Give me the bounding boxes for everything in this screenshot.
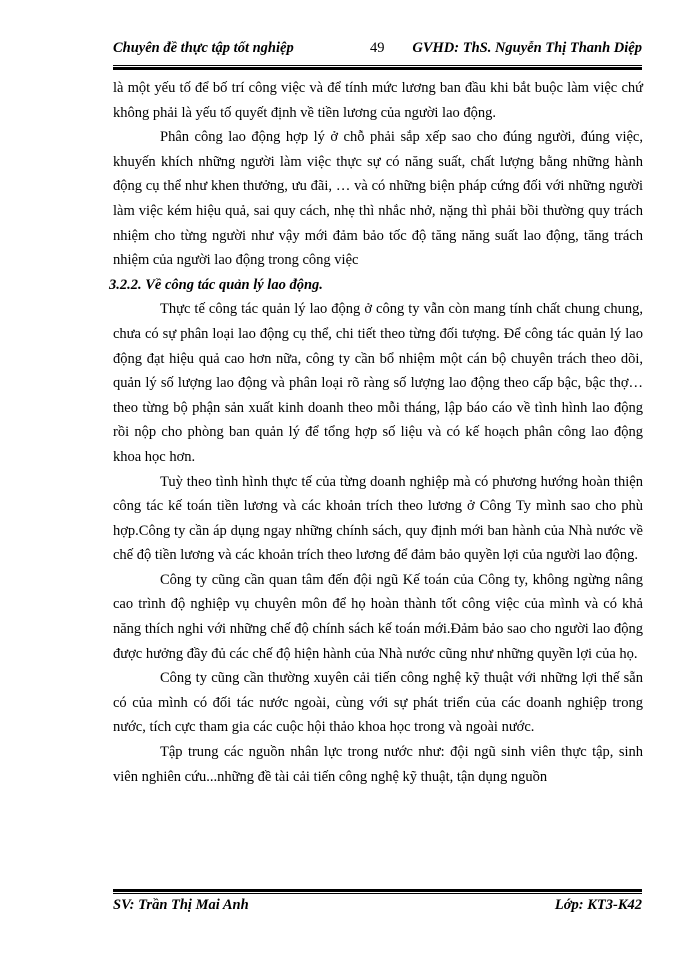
section-heading: 3.2.2. Về công tác quản lý lao động. [109, 276, 323, 293]
footer-rule [113, 889, 642, 894]
page-footer [113, 897, 642, 919]
paragraph-continuation: là một yếu tố để bố trí công việc và để tính mức lương ban đầu khi bắt buộc làm việc chứ không phải là yếu tố quyết định về tiền lương của người lao động. [113, 80, 643, 121]
header-rule [113, 65, 642, 70]
page-header [113, 38, 642, 64]
paragraph: Công ty cũng cần thường xuyên cải tiến công nghệ kỹ thuật với những lợi thế sẵn có của mình có đối tác nước ngoài, cùng với sự phát triển của các doanh nghiệp trong nước, tích cực tham gia các cuộc hội thảo khoa học trong và ngoài nước. [113, 670, 643, 736]
paragraph: Thực tế công tác quản lý lao động ở công ty vẫn còn mang tính chất chung chung, chưa có sự phân loại lao động cụ thể, chi tiết theo từng đối tượng. Để công tác quản lý lao động đạt hiệu quả cao hơn nữa, công ty cần bổ nhiệm một cán bộ chuyên trách theo dõi, quản lý số lượng lao động và phân loại rõ ràng số lượng lao động theo cấp bậc, bậc thợ… theo từng bộ phận sản xuất kinh doanh theo mỗi tháng, lập báo cáo về tình hình lao động rồi nộp cho phòng ban quản lý để tổng hợp số liệu và có kế hoạch phân công lao động khoa học hơn. [113, 301, 643, 465]
paragraph: Tập trung các nguồn nhân lực trong nước như: đội ngũ sinh viên thực tập, sinh viên nghiên cứu...những đề tài cải tiến công nghệ kỹ thuật, tận dụng nguồn [113, 744, 643, 785]
paragraph: Tuỳ theo tình hình thực tế của từng doanh nghiệp mà có phương hướng hoàn thiện công tác kế toán tiền lương và các khoản trích theo lương ở Công Ty mình sao cho phù hợp.Công ty cần áp dụng ngay những chính sách, quy định mới ban hành của Nhà nước về chế độ tiền lương và các khoản trích theo lương để đảm bảo quyền lợi của người lao động. [113, 473, 643, 564]
paragraph: Phân công lao động hợp lý ở chỗ phải sắp xếp sao cho đúng người, đúng việc, khuyến khích những người làm việc thực sự có năng suất, chất lượng bằng những hành động cụ thể như khen thưởng, ưu đãi, … và có những biện pháp cứng đối với những người làm việc kém hiệu quả, sai quy cách, nhẹ thì nhắc nhở, nặng thì phải bồi thường quy trách nhiệm cho từng người như vậy mới đảm bảo tốc độ tăng năng suất lao động, tăng trách nhiệm của người lao động trong công việc [113, 129, 643, 269]
page-body [109, 76, 643, 789]
supervisor-name: GVHD: ThS. Nguyễn Thị Thanh Diệp [412, 40, 642, 56]
paragraph: Công ty cũng cần quan tâm đến đội ngũ Kế toán của Công ty, không ngừng nâng cao trình độ nghiệp vụ chuyên môn để họ hoàn thành tốt công việc của mình và có khả năng thích nghi với những chế độ chính sách kế toán mới.Đảm bảo sao cho người lao động được hưởng đầy đủ các chế độ hiện hành của Nhà nước cũng như những quyền lợi của họ. [113, 571, 643, 662]
student-name: SV: Trần Thị Mai Anh [113, 897, 249, 913]
document-title: Chuyên đề thực tập tốt nghiệp [113, 40, 294, 56]
class-code: Lớp: KT3-K42 [554, 897, 642, 913]
page-number: 49 [370, 40, 385, 56]
